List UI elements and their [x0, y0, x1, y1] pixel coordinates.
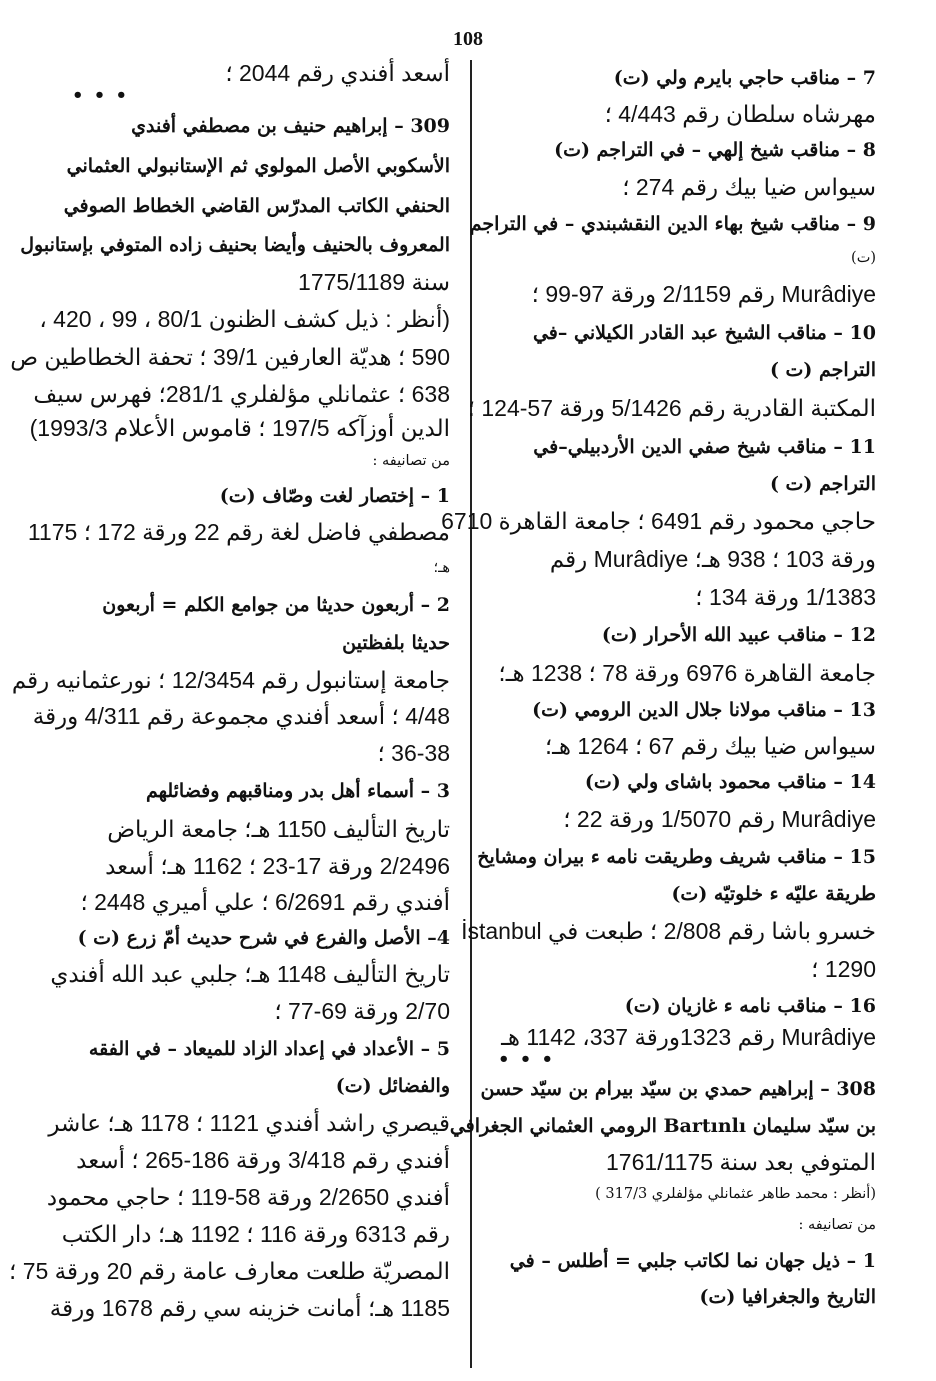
right-column-line: التراجم (ت )	[769, 359, 876, 381]
left-column-line: 4– الأصل والفرع في شرح حديث أمّ زرع (ت )	[77, 927, 450, 949]
right-column-line: 1/1383 ورقة 134 ؛	[695, 584, 876, 610]
left-column-line: من تصانيفه :	[372, 453, 450, 469]
left-column-line: (أنظر : ذيل كشف الظنون 80/1 ، 99 ، 420 ،	[39, 306, 450, 332]
left-column-line: أسعد أفندي رقم 2044 ؛	[225, 60, 450, 86]
left-column-line: 2/2496 ورقة 17-23 ؛ 1162 هـ؛ أسعد	[105, 853, 450, 879]
right-column-line: 10 – مناقب الشيخ عبد القادر الكيلاني –في	[532, 322, 876, 344]
right-column-line: 8 – مناقب شيخ إلهي – في التراجم (ت)	[554, 139, 876, 161]
left-column-line: أفندي رقم 3/418 ورقة 186-265 ؛ أسعد	[76, 1147, 450, 1173]
left-column-line: 1185 هـ؛ أمانت خزينه سي رقم 1678 ورقة	[49, 1295, 450, 1321]
left-column	[9, 60, 450, 1370]
left-column-line: تاريخ التأليف 1148 هـ؛ جلبي عبد الله أفندي	[50, 961, 450, 987]
left-column-line: جامعة إستانبول رقم 12/3454 ؛ نورعثمانيه رقم	[11, 667, 450, 693]
right-column-line: 13 – مناقب مولانا جلال الدين الرومي (ت)	[532, 699, 876, 721]
right-column-line: خسرو باشا رقم 2/808 ؛ طبعت في İstanbul	[461, 918, 876, 944]
left-column-line: الحنفي الكاتب المدرّس القاضي الخطاط الصوفي	[63, 195, 450, 217]
left-column-line: والفضائل (ت)	[335, 1075, 450, 1097]
left-column-line: رقم 6313 ورقة 116 ؛ 1192 هـ؛ دار الكتب	[61, 1221, 450, 1247]
right-column-line: (ت)	[851, 250, 876, 266]
left-column-line: المعروف بالحنيف وأيضا بحنيف زاده المتوفي بإستانبول	[20, 234, 450, 256]
right-column-line: المتوفي بعد سنة 1761/1175	[606, 1149, 876, 1175]
right-column-line: جامعة القاهرة 6976 ورقة 78 ؛ 1238 هـ؛	[498, 660, 876, 686]
right-column-line: Murâdiye رقم 2/1159 ورقة 97-99 ؛	[531, 281, 876, 307]
left-column-line: 4/48 ؛ أسعد أفندي مجموعة رقم 4/311 ورقة	[32, 703, 450, 729]
left-column-line: تاريخ التأليف 1150 هـ؛ جامعة الرياض	[107, 816, 450, 842]
right-column-line: 14 – مناقب محمود باشاى ولي (ت)	[584, 771, 876, 793]
left-column-line: 1 – إختصار لغت وصّاف (ت)	[219, 485, 450, 507]
left-column-line: 3 – أسماء أهل بدر ومناقبهم وفضائلهم	[145, 780, 450, 802]
right-column-line: 15 – مناقب شريف وطريقت نامه ء بيران ومشايخ	[477, 846, 876, 868]
left-column-line: هـ؛	[433, 560, 450, 576]
left-column-line: الأسكوبي الأصل المولوي ثم الإستانبولي العثماني	[66, 155, 450, 177]
right-column-line: حاجي محمود رقم 6491 ؛ جامعة القاهرة 6710	[441, 508, 876, 534]
right-column-line: ورقة 103 ؛ 938 هـ؛ Murâdiye رقم	[549, 546, 876, 572]
right-column-line: من تصانيفه :	[798, 1217, 876, 1233]
right-column-line: مهرشاه سلطان رقم 4/443 ؛	[604, 101, 876, 127]
right-column-line: Murâdiye رقم 1/5070 ورقة 22 ؛	[563, 806, 876, 832]
left-column-line: 36-38 ؛	[377, 740, 450, 766]
right-column-line: 11 – مناقب شيخ صفي الدين الأردبيلي–في	[533, 436, 876, 458]
right-column-line: Murâdiye رقم 1323ورقة 337، 1142 هـ	[501, 1024, 876, 1050]
right-column-line: التراجم (ت )	[769, 473, 876, 495]
right-column-line: 9 – مناقب شيخ بهاء الدين النقشبندي – في التراجم	[469, 213, 876, 235]
left-column-line: قيصري راشد أفندي 1121 ؛ 1178 هـ؛ عاشر	[48, 1110, 450, 1136]
column-divider	[470, 60, 472, 1368]
right-column-line: سيواس ضيا بيك رقم 67 ؛ 1264 هـ؛	[544, 733, 876, 759]
right-column-line: (أنظر : محمد طاهر عثمانلي مؤلفلري 317/3 )	[595, 1186, 876, 1202]
left-column-line: مصطفي فاضل لغة رقم 22 ورقة 172 ؛ 1175	[27, 519, 450, 545]
right-column-line: 7 – مناقب حاجي بايرم ولي (ت)	[613, 67, 876, 89]
right-column-line: التاريخ والجغرافيا (ت)	[699, 1286, 876, 1308]
right-column-line: 1290 ؛	[811, 956, 876, 982]
right-column-line: 16 – مناقب نامه ء غازيان (ت)	[624, 995, 876, 1017]
left-column-line: 5 – الأعداد في إعداد الزاد للميعاد – في الفقه	[88, 1038, 450, 1060]
left-column-line: 309 – إبراهيم حنيف بن مصطفي أفندي	[131, 115, 450, 137]
right-column-line: بن سيّد سليمان Bartınlı الرومي العثماني الجغرافي	[449, 1115, 876, 1137]
page-number: 108	[453, 28, 483, 50]
section-separator: • • •	[72, 85, 130, 106]
left-column-line: الدين أوزآكه 197/5 ؛ قاموس الأعلام 1993/3)	[29, 415, 450, 441]
left-column-line: حديثا بلفظتين	[342, 632, 450, 654]
left-column-line: المصريّة طلعت معارف عامة رقم 20 ورقة 75 ؛	[9, 1258, 450, 1284]
left-column-line: أفندي رقم 6/2691 ؛ علي أميري 2448 ؛	[80, 889, 450, 915]
section-separator: • • •	[498, 1049, 556, 1070]
left-column-line: 638 ؛ عثمانلي مؤلفلري 281/1؛ فهرس سيف	[33, 381, 450, 407]
left-column-line: 2 – أربعون حديثا من جوامع الكلم = أربعون	[102, 594, 450, 616]
right-column-line: المكتبة القادرية رقم 5/1426 ورقة 57-124 ؛	[467, 395, 876, 421]
left-column-line: سنة 1775/1189	[298, 269, 450, 295]
right-column-line: 308 – إبراهيم حمدي بن سيّد بيرام بن سيّد حسن	[480, 1078, 876, 1100]
right-column-line: طريقة عليّه ء خلوتيّه (ت)	[671, 883, 876, 905]
left-column-line: 2/70 ورقة 69-77 ؛	[274, 998, 450, 1024]
right-column-line: 1 – ذيل جهان نما لكاتب جلبي = أطلس – في	[509, 1250, 876, 1272]
left-column-line: أفندي 2/2650 ورقة 58-119 ؛ حاجي محمود	[46, 1184, 450, 1210]
right-column-line: سيواس ضيا بيك رقم 274 ؛	[622, 174, 876, 200]
left-column-line: 590 ؛ هديّة العارفين 39/1 ؛ تحفة الخطاطين ص	[10, 344, 450, 370]
right-column	[441, 60, 876, 1370]
right-column-line: 12 – مناقب عبيد الله الأحرار (ت)	[601, 624, 876, 646]
